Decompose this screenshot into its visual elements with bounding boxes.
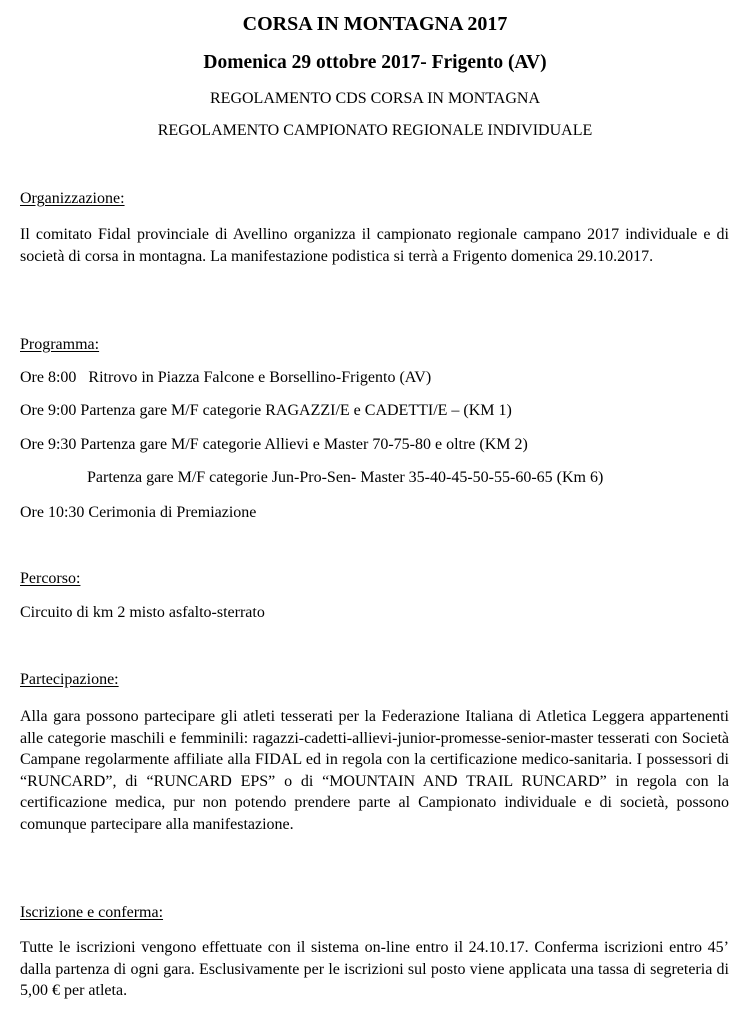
iscrizione-heading: Iscrizione e conferma: bbox=[20, 904, 164, 921]
iscrizione-text: Tutte le iscrizioni vengono effettuate con il sistema on-line entro il 24.10.17. Conferma iscrizioni entro 45’ dalla partenza di ogni gara. Esclusivamente per le iscrizioni sul posto viene applicata una tassa di segreteria di 5,00 € per atleta. bbox=[20, 939, 729, 999]
regulation-individual-heading: REGOLAMENTO CAMPIONATO REGIONALE INDIVIDUALE bbox=[157, 122, 593, 139]
programma-heading: Programma: bbox=[20, 336, 100, 353]
percorso-heading: Percorso: bbox=[20, 570, 81, 587]
programma-item: Ore 9:00 Partenza gare M/F categorie RAGAZZI/E e CADETTI/E – (KM 1) bbox=[20, 402, 512, 419]
organizzazione-text: Il comitato Fidal provinciale di Avellino organizza il campionato regionale campano 2017 individuale e di società di corsa in montagna. La manifestazione podistica si terrà a Frigento domenica 29.10.2017. bbox=[20, 226, 729, 265]
programma-item: Partenza gare M/F categorie Jun-Pro-Sen- Master 35-40-45-50-55-60-65 (Km 6) bbox=[87, 469, 604, 486]
programma-item: Ore 10:30 Cerimonia di Premiazione bbox=[20, 504, 257, 521]
programma-item: Ore 9:30 Partenza gare M/F categorie Allievi e Master 70-75-80 e oltre (KM 2) bbox=[20, 436, 528, 453]
partecipazione-text: Alla gara possono partecipare gli atleti tesserati per la Federazione Italiana di Atletica Leggera appartenenti alle categorie maschili e femminili: ragazzi-cadetti-allievi-junior-promesse-senior-master tesserati con Società Campane regolarmente affiliate alla FIDAL ed in regola con la certificazione medico-sanitaria. I possessori di “RUNCARD”, di “RUNCARD EPS” o di “MOUNTAIN AND TRAIL RUNCARD” in regola con la certificazione medica, pur non potendo prendere parte al Campionato individuale e di società, possono comunque partecipare alla manifestazione. bbox=[20, 708, 729, 833]
document-title: CORSA IN MONTAGNA 2017 bbox=[242, 13, 508, 35]
programma-item: Ore 8:00 Ritrovo in Piazza Falcone e Borsellino-Frigento (AV) bbox=[20, 369, 432, 386]
regulation-cds-heading: REGOLAMENTO CDS CORSA IN MONTAGNA bbox=[210, 90, 540, 107]
organizzazione-heading: Organizzazione: bbox=[20, 190, 125, 207]
partecipazione-heading: Partecipazione: bbox=[20, 671, 119, 688]
event-date-location: Domenica 29 ottobre 2017- Frigento (AV) bbox=[203, 52, 547, 73]
percorso-text: Circuito di km 2 misto asfalto-sterrato bbox=[20, 604, 265, 621]
